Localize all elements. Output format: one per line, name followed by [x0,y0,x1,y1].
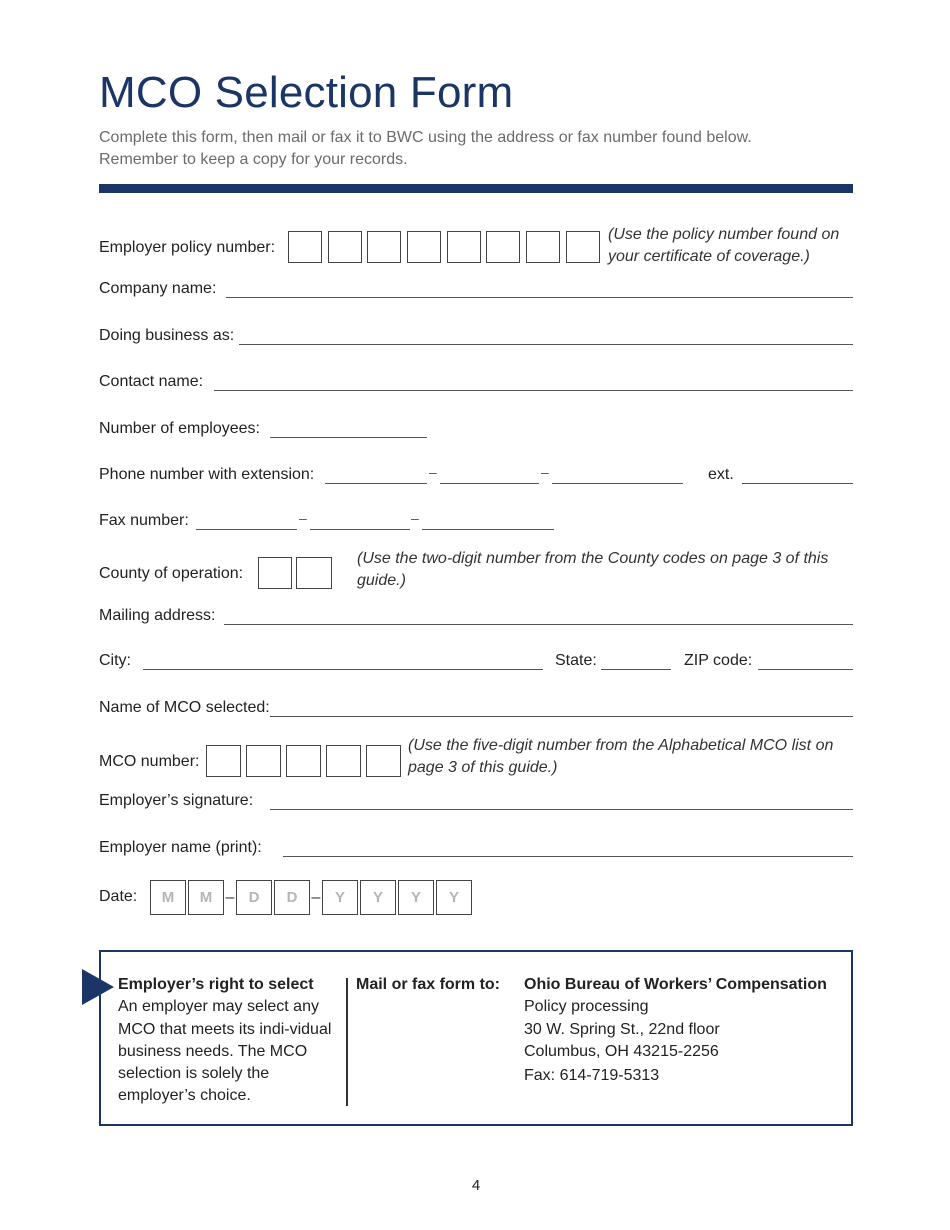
date-year-box[interactable]: Y [436,880,472,915]
fax-area-field[interactable] [196,529,297,530]
zip-field[interactable] [758,669,853,670]
dba-label: Doing business as: [99,327,235,344]
phone-separator: – [429,464,437,480]
state-field[interactable] [601,669,671,670]
mco-digit-box[interactable] [366,745,401,777]
policy-digit-box[interactable] [447,231,481,263]
header-divider [99,184,853,193]
org-name: Ohio Bureau of Workers’ Compensation [524,976,827,993]
fax-separator: – [411,510,419,526]
mco-name-label: Name of MCO selected: [99,699,270,716]
page-title: MCO Selection Form [99,68,514,117]
pointer-triangle-icon [82,969,114,1005]
policy-number-row [99,226,853,264]
print-name-row [99,823,853,861]
city-field[interactable] [143,669,543,670]
company-name-field[interactable] [226,297,853,298]
dept-name: Policy processing [524,998,649,1016]
mco-digit-box[interactable] [246,745,281,777]
county-digit-box[interactable] [258,557,292,589]
instructions-line-2: Remember to keep a copy for your records. [99,151,408,168]
mco-digit-box[interactable] [286,745,321,777]
company-name-row [99,264,853,302]
phone-separator: – [541,464,549,480]
policy-digit-box[interactable] [367,231,401,263]
mco-number-label: MCO number: [99,753,200,770]
info-box [99,950,853,1126]
mailing-address-block [524,974,827,1087]
fax-line-field[interactable] [422,529,554,530]
signature-label: Employer’s signature: [99,792,254,809]
mailing-address-label: Mailing address: [99,607,216,624]
county-row [99,552,853,590]
policy-digit-box[interactable] [328,231,362,263]
phone-area-field[interactable] [325,483,427,484]
mco-name-row [99,683,853,721]
fax-separator: – [299,510,307,526]
policy-digit-box[interactable] [407,231,441,263]
form-page [99,0,853,1230]
mco-number-boxes [206,745,401,777]
mco-number-row [99,737,853,778]
mco-number-note: (Use the five-digit number from the Alphabetical MCO list on page 3 of this guide.) [408,737,834,776]
signature-row [99,776,853,814]
mco-name-field[interactable] [270,716,853,717]
date-day-box[interactable]: D [274,880,310,915]
phone-prefix-field[interactable] [440,483,539,484]
date-year-box[interactable]: Y [322,880,358,915]
date-separator: – [225,888,235,906]
employees-label: Number of employees: [99,420,260,437]
policy-digit-box[interactable] [566,231,600,263]
city-label: City: [99,652,131,669]
print-name-label: Employer name (print): [99,839,262,856]
policy-digit-box[interactable] [526,231,560,263]
phone-ext-field[interactable] [742,483,853,484]
mailing-address-row [99,591,853,629]
date-day-box[interactable]: D [236,880,272,915]
print-name-field[interactable] [283,856,853,857]
date-row [99,877,853,915]
fax-number: Fax: 614-719-5313 [524,1067,660,1085]
policy-number-note: (Use the policy number found on your certificate of coverage.) [608,226,840,265]
ext-label: ext. [708,466,734,483]
county-note: (Use the two-digit number from the County codes on page 3 of this guide.) [357,550,829,589]
dba-field[interactable] [239,344,853,345]
dba-row [99,311,853,349]
fax-label: Fax number: [99,512,189,529]
city-state-zip-row [99,636,853,674]
employer-right-heading: Employer’s right to select [118,976,314,993]
policy-digit-box[interactable] [486,231,520,263]
county-label: County of operation: [99,565,244,582]
contact-name-row [99,357,853,395]
mco-digit-box[interactable] [206,745,241,777]
phone-label: Phone number with extension: [99,466,315,483]
employer-right-section [118,974,340,1108]
fax-prefix-field[interactable] [310,529,410,530]
zip-label: ZIP code: [684,652,753,669]
employees-field[interactable] [270,437,427,438]
info-divider [346,978,348,1106]
employer-right-text: An employer may select any MCO that meets its indi-vidual business needs. The MCO selection is solely the employer’s choice. [118,998,332,1105]
mailing-address-field[interactable] [224,624,853,625]
date-month-box[interactable]: M [150,880,186,915]
date-label: Date: [99,888,138,905]
contact-name-label: Contact name: [99,373,204,390]
date-boxes [150,880,472,915]
signature-field[interactable] [270,809,853,810]
street-address: 30 W. Spring St., 22nd floor [524,1020,720,1038]
policy-number-boxes [288,231,600,263]
state-label: State: [555,652,597,669]
company-name-label: Company name: [99,280,217,297]
fax-row [99,496,853,534]
policy-digit-box[interactable] [288,231,322,263]
city-state-zip: Columbus, OH 43215-2256 [524,1042,719,1060]
instructions [99,127,853,171]
policy-number-label: Employer policy number: [99,239,276,256]
county-boxes [258,557,332,589]
date-separator: – [311,888,321,906]
page-number: 4 [471,1177,481,1194]
employees-row [99,404,853,442]
mco-digit-box[interactable] [326,745,361,777]
phone-line-field[interactable] [552,483,683,484]
date-month-box[interactable]: M [188,880,224,915]
phone-row [99,450,853,488]
county-digit-box[interactable] [296,557,332,589]
contact-name-field[interactable] [214,390,853,391]
date-year-box[interactable]: Y [398,880,434,915]
date-year-box[interactable]: Y [360,880,396,915]
instructions-line-1: Complete this form, then mail or fax it to BWC using the address or fax number found below. [99,129,752,146]
mail-fax-label: Mail or fax form to: [356,976,501,993]
